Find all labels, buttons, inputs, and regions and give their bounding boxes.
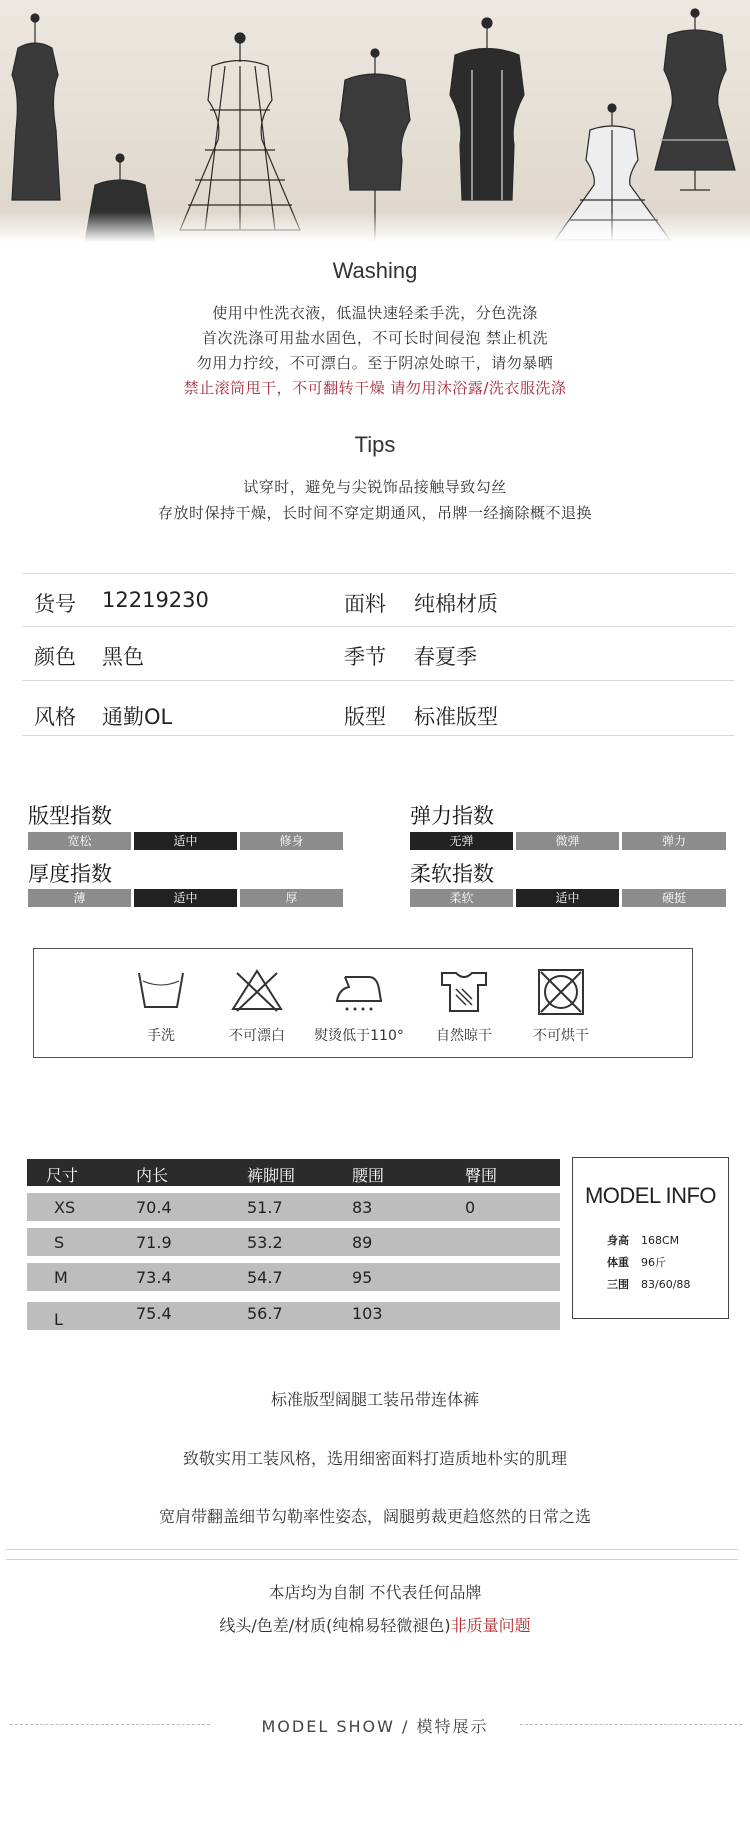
description-line: 标准版型阔腿工装吊带连体裤	[270, 1390, 479, 1409]
divider	[6, 1549, 738, 1550]
model-info-key: 三围	[607, 1278, 629, 1291]
size-row	[27, 1228, 560, 1256]
care-label: 自然晾干	[436, 1028, 492, 1044]
info-row	[22, 573, 734, 627]
size-row	[27, 1193, 560, 1221]
size-row	[27, 1302, 560, 1330]
size-cell: XS	[54, 1198, 76, 1217]
size-cell: 95	[352, 1268, 373, 1287]
index-option-selected: 无弹	[410, 832, 513, 850]
washing-line: 勿用力拧绞，不可漂白。至于阴凉处晾干，请勿暴晒	[196, 354, 554, 372]
info-value: 12219230	[102, 588, 209, 612]
size-cell: 51.7	[247, 1198, 283, 1217]
size-cell: 53.2	[247, 1233, 283, 1252]
size-cell: M	[54, 1268, 68, 1287]
index-title: 厚度指数	[28, 862, 112, 886]
size-header-cell: 臀围	[465, 1166, 498, 1185]
size-cell: 75.4	[136, 1304, 172, 1323]
no-tumble-dry-icon	[506, 967, 616, 1017]
washing-line: 首次洗涤可用盐水固色，不可长时间侵泡 禁止机洗	[201, 329, 549, 347]
model-info-key: 体重	[607, 1256, 629, 1269]
model-info-title: MODEL INFO	[584, 1183, 717, 1208]
info-value: 春夏季	[414, 645, 477, 669]
index-option-selected: 适中	[134, 832, 237, 850]
index-option: 薄	[28, 889, 131, 907]
index-option: 宽松	[28, 832, 131, 850]
size-header-cell: 腰围	[352, 1166, 385, 1185]
tips-line: 试穿时，避免与尖锐饰品接触导致勾丝	[243, 478, 507, 496]
index-option: 厚	[240, 889, 343, 907]
size-header-cell: 尺寸	[46, 1166, 79, 1185]
index-title: 弹力指数	[410, 804, 494, 828]
size-cell: 89	[352, 1233, 373, 1252]
index-option-selected: 适中	[134, 889, 237, 907]
washing-title: Washing	[332, 258, 418, 283]
size-cell: 54.7	[247, 1268, 283, 1287]
info-label: 版型	[344, 705, 386, 729]
size-cell: 103	[352, 1304, 383, 1323]
model-show-title: MODEL SHOW / 模特展示	[261, 1717, 489, 1736]
model-info-key: 身高	[607, 1234, 629, 1247]
model-info-value: 96斤	[641, 1256, 666, 1269]
size-header-cell: 内长	[136, 1166, 169, 1185]
info-row	[22, 627, 734, 681]
size-table-header	[27, 1159, 560, 1186]
tips-title: Tips	[354, 432, 396, 457]
notice-line	[0, 1613, 750, 1636]
size-cell: 83	[352, 1198, 373, 1217]
info-label: 面料	[344, 592, 386, 616]
index-option: 微弹	[516, 832, 619, 850]
size-cell: 56.7	[247, 1304, 283, 1323]
care-instructions-box	[33, 948, 693, 1058]
care-label: 手洗	[147, 1028, 175, 1044]
model-info-box	[572, 1157, 729, 1319]
index-title: 柔软指数	[410, 862, 494, 886]
model-info-value: 83/60/88	[641, 1278, 691, 1291]
model-info-row	[607, 1254, 666, 1270]
tips-line: 存放时保持干燥，长时间不穿定期通风，吊牌一经摘除概不退换	[157, 504, 592, 522]
care-label: 不可烘干	[533, 1028, 589, 1044]
hand-wash-icon	[106, 967, 216, 1013]
size-cell: 0	[465, 1198, 476, 1217]
size-cell: 73.4	[136, 1268, 172, 1287]
size-cell: 71.9	[136, 1233, 172, 1252]
info-value: 通勤OL	[102, 705, 173, 729]
divider	[6, 1559, 738, 1560]
banner-mannequins	[0, 0, 750, 242]
info-label: 风格	[34, 705, 76, 729]
model-info-row	[607, 1232, 679, 1248]
index-title: 版型指数	[28, 804, 112, 828]
size-cell: 70.4	[136, 1198, 172, 1217]
index-option: 修身	[240, 832, 343, 850]
mannequin-illustration	[0, 0, 750, 242]
no-bleach-icon	[202, 967, 312, 1013]
size-header-cell: 裤脚围	[247, 1166, 296, 1185]
info-value: 标准版型	[414, 705, 498, 729]
washing-line: 使用中性洗衣液，低温快速轻柔手洗，分色洗涤	[212, 304, 538, 322]
care-label: 不可漂白	[229, 1028, 285, 1044]
info-row	[22, 681, 734, 736]
size-cell: L	[54, 1310, 63, 1329]
info-label: 货号	[34, 592, 76, 616]
info-value: 黑色	[102, 645, 144, 669]
info-label: 颜色	[34, 645, 76, 669]
model-info-value: 168CM	[641, 1234, 680, 1247]
dry-flat-icon	[409, 967, 519, 1013]
notice-text: 线头/色差/材质(纯棉易轻微褪色)	[219, 1616, 451, 1635]
description-line: 致敬实用工装风格，选用细密面料打造质地朴实的肌理	[182, 1449, 567, 1468]
info-label: 季节	[344, 645, 386, 669]
care-label: 熨烫低于110°	[314, 1028, 404, 1044]
iron-icon	[304, 967, 414, 1013]
notice-line: 本店均为自制 不代表任何品牌	[268, 1583, 482, 1602]
index-option-selected: 适中	[516, 889, 619, 907]
size-row	[27, 1263, 560, 1291]
index-option: 硬挺	[622, 889, 726, 907]
description-line: 宽肩带翻盖细节勾勒率性姿态，阔腿剪裁更趋悠然的日常之选	[158, 1507, 591, 1526]
notice-red-text: 非质量问题	[450, 1616, 531, 1635]
washing-warning: 禁止滚筒甩干，不可翻转干燥 请勿用沐浴露/洗衣服洗涤	[183, 379, 567, 397]
model-info-row	[607, 1276, 690, 1292]
size-cell: S	[54, 1233, 65, 1252]
info-value: 纯棉材质	[414, 592, 498, 616]
index-option: 弹力	[622, 832, 726, 850]
index-option: 柔软	[410, 889, 513, 907]
